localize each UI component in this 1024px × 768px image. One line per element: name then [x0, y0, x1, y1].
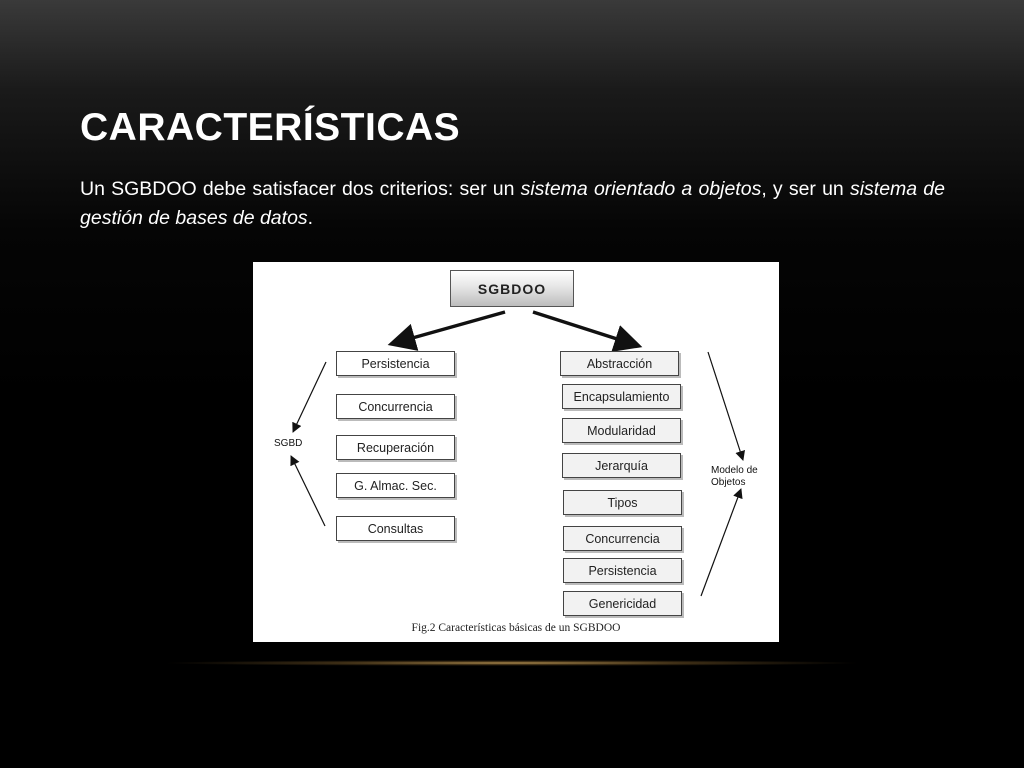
arrow-root-to-object-model: [533, 312, 639, 346]
left-node-almacenamiento: G. Almac. Sec.: [336, 473, 455, 498]
arrow-root-to-sgbd: [391, 312, 505, 344]
left-node-recuperacion: Recuperación: [336, 435, 455, 460]
right-node-jerarquia: Jerarquía: [562, 453, 681, 478]
right-node-persistencia: Persistencia: [563, 558, 682, 583]
right-node-tipos: Tipos: [563, 490, 682, 515]
right-node-encapsulamiento: Encapsulamiento: [562, 384, 681, 409]
group-label-object-model: Modelo de Objetos: [711, 465, 758, 488]
body-text-middle: , y ser un: [761, 178, 850, 200]
left-node-consultas: Consultas: [336, 516, 455, 541]
body-text-emphasis-dbms: sistema de gestión de bases de datos: [80, 178, 945, 229]
arrow-to-object-model-lower: [701, 489, 741, 596]
body-text-prefix: Un SGBDOO debe satisfacer dos criterios: ser un: [80, 178, 521, 200]
arrow-to-object-model-upper: [708, 352, 743, 460]
left-node-concurrencia: Concurrencia: [336, 394, 455, 419]
right-node-concurrencia: Concurrencia: [563, 526, 682, 551]
arrow-to-sgbd-lower: [291, 456, 325, 526]
diagram-arrows: [253, 262, 779, 642]
root-node-sgbdoo: SGBDOO: [450, 270, 574, 307]
slide-title: CARACTERÍSTICAS: [80, 106, 461, 149]
group-label-sgbd: SGBD: [274, 438, 303, 449]
body-text-suffix: .: [307, 207, 314, 229]
arrow-to-sgbd-upper: [293, 362, 326, 432]
right-node-genericidad: Genericidad: [563, 591, 682, 616]
right-node-abstraccion: Abstracción: [560, 351, 679, 376]
figure-caption: Fig.2 Características básicas de un SGBDOO: [411, 622, 621, 634]
decorative-divider: [160, 660, 864, 666]
right-node-modularidad: Modularidad: [562, 418, 681, 443]
left-node-persistencia: Persistencia: [336, 351, 455, 376]
slide-body-text: [80, 175, 945, 233]
diagram-figure: [253, 262, 779, 642]
body-text-emphasis-oo: sistema orientado a objetos: [520, 178, 762, 200]
